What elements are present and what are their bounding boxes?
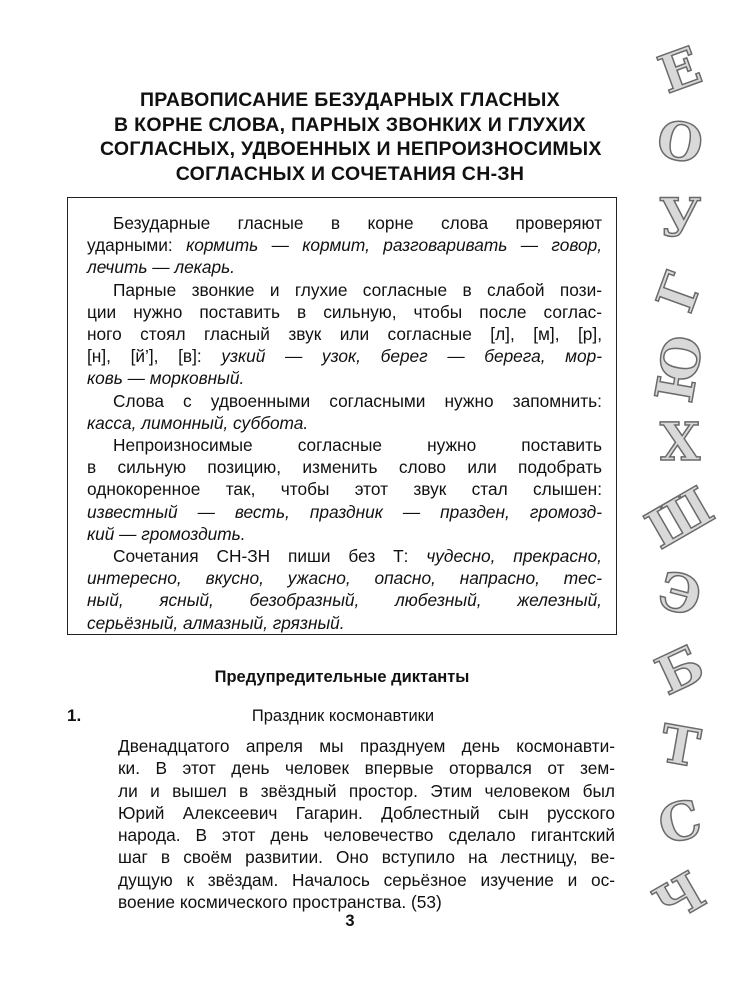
rule-line: однокоренное так, чтобы этот звук стал слышен: <box>87 479 602 500</box>
rule-paragraph-sn-zn <box>87 545 602 634</box>
rule-line <box>87 367 602 389</box>
rule-line <box>87 567 602 589</box>
rule-example: кормит, разговаривать <box>302 235 508 256</box>
title-line-4: СОГЛАСНЫХ И СОЧЕТАНИЯ СН-ЗН <box>175 162 525 185</box>
exercise-text <box>118 735 615 913</box>
decorative-letter: У <box>658 188 702 249</box>
rule-paragraph-vowels <box>87 212 602 279</box>
exercise-line: ки. В этот день человек впервые оторвался от зем- <box>118 758 615 779</box>
rule-example: кий — громоздить. <box>87 523 246 544</box>
rule-dash: — <box>147 257 175 278</box>
page-number: 3 <box>345 912 355 930</box>
rule-text: Сочетания СН-ЗН пиши без Т: <box>113 546 427 567</box>
rule-text: ударными: <box>87 235 187 256</box>
title-line-2: В КОРНЕ СЛОВА, ПАРНЫХ ЗВОНКИХ И ГЛУХИХ <box>114 113 586 136</box>
decorative-letter: О <box>652 108 708 177</box>
rule-example: говор, <box>551 235 602 256</box>
decorative-letter: Э <box>652 559 708 630</box>
title-line-1: ПРАВОПИСАНИЕ БЕЗУДАРНЫХ ГЛАСНЫХ <box>139 89 560 111</box>
rule-line: ции нужно поставить в сильную, чтобы после соглас- <box>87 301 602 322</box>
exercise-line: дущую к звёздам. Началось серьёзное изучение и ос- <box>118 869 615 890</box>
exercise-line: воение космического пространства. (53) <box>118 892 442 913</box>
exercise-line: народа. В этот день человечество сделало гигантский <box>118 825 615 846</box>
decorative-letter: Ч <box>644 860 716 937</box>
decorative-letter: Ю <box>644 330 716 407</box>
rule-line <box>87 345 602 367</box>
rule-example: ный, ясный, безобразный, любезный, железный, <box>87 590 602 611</box>
rule-line <box>87 612 602 634</box>
rule-text: [н], [й’], [в]: <box>87 346 222 367</box>
rule-example: узкий — узок, берег — берега, мор- <box>221 346 602 367</box>
rule-example: серьёзный, алмазный, грязный. <box>87 612 345 633</box>
rule-dash: — <box>507 235 552 256</box>
rule-line <box>87 234 602 256</box>
decorative-letter: С <box>652 787 708 858</box>
rule-example: лекарь. <box>174 257 235 278</box>
page-title <box>100 88 600 186</box>
rule-paragraph-paired-consonants <box>87 279 602 390</box>
exercise-line: Двенадцатого апреля мы празднуем день космонавти- <box>118 736 615 756</box>
rule-line: Парные звонкие и глухие согласные в слабой пози- <box>113 279 602 300</box>
decorative-letter: Х <box>659 412 701 473</box>
rule-example: интересно, вкусно, ужасно, опасно, напрасно, тес- <box>87 568 602 589</box>
rule-example: ковь — морковный. <box>87 368 245 389</box>
title-line-3: СОГЛАСНЫХ, УДВОЕННЫХ И НЕПРОИЗНОСИМЫХ <box>100 138 602 160</box>
rule-line <box>87 412 602 434</box>
exercise-number: 1. <box>67 706 82 725</box>
rule-line: ного стоял гласный звук или согласные [л], [м], [р], <box>87 324 602 345</box>
rule-example: чудесно, прекрасно, <box>426 546 602 567</box>
exercise-line: ли и вышел в звёздный простор. Этим человеком был <box>118 780 615 801</box>
section-heading: Предупредительные диктанты <box>214 668 470 686</box>
rule-paragraph-double-consonants <box>87 390 602 434</box>
rule-example: известный — весть, праздник — празден, громозд- <box>87 501 602 522</box>
rule-line: Непроизносимые согласные нужно поставить <box>113 435 602 456</box>
rule-example: касса, лимонный, суббота. <box>87 412 309 433</box>
rule-line <box>87 256 602 278</box>
decorative-letter: Ш <box>636 475 724 562</box>
rule-paragraph-silent-consonants <box>87 434 602 545</box>
rule-line <box>87 501 602 523</box>
exercise-line: шаг в своём развитии. Оно вступило на лестницу, ве- <box>118 847 615 868</box>
decorative-alphabet-strip <box>636 35 724 980</box>
decorative-letter: Г <box>645 265 715 320</box>
rule-line <box>87 589 602 611</box>
rule-line: Безударные гласные в корне слова проверяют <box>113 213 602 233</box>
rules-box <box>67 197 617 635</box>
decorative-letter: Е <box>650 35 710 106</box>
exercise-title: Праздник космонавтики <box>251 707 435 725</box>
rule-line: Слова с удвоенными согласными нужно запомнить: <box>113 390 602 411</box>
rule-dash: — <box>258 235 303 256</box>
rule-line <box>87 523 602 545</box>
rule-line <box>87 545 602 567</box>
exercise-line: Юрий Алексеевич Гагарин. Доблестный сын русского <box>118 802 615 823</box>
rule-line: в сильную позицию, изменить слово или подобрать <box>87 457 602 478</box>
decorative-letter: Т <box>655 713 705 780</box>
rule-example: лечить <box>87 257 148 278</box>
rule-example: кормить <box>186 235 259 256</box>
decorative-letter: Б <box>646 633 714 708</box>
